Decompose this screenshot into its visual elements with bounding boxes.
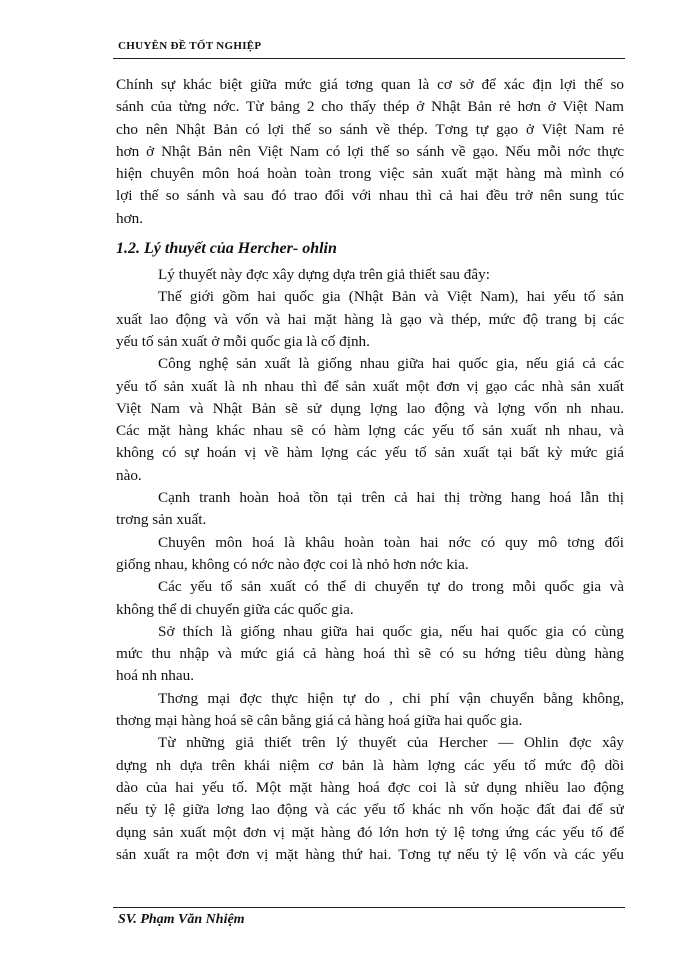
document-body — [116, 74, 624, 866]
paragraph-preferences — [116, 621, 624, 688]
text-line: hiện chuyên môn hoá hoàn toàn trong việc sản xuất mặt hàng mà mình có — [116, 165, 624, 183]
text-line: hoá nh nhau. — [116, 667, 195, 685]
text-line: Từ những giả thiết trên lý thuyết của Hercher — Ohlin đợc xây — [158, 734, 624, 752]
text-line: dựng nh dựa trên khái niệm cơ bản là hàm lợng các yếu tố mức độ dồi — [116, 756, 624, 774]
text-line: hơn. — [116, 209, 144, 227]
intro-paragraph — [116, 74, 624, 230]
text-line: Cạnh tranh hoàn hoả tồn tại trên cả hai thị trờng hang hoá lẫn thị — [158, 489, 624, 507]
text-line: nếu tỷ lệ giữa lơng lao động và các yếu tố khác nh vốn hoặc đất đai để sử — [116, 801, 624, 819]
text-line: sản xuất ra một đơn vị mặt hàng thứ hai. Tơng tự nếu tỷ lệ vốn và các yếu — [116, 845, 624, 863]
paragraph-factor-intensity — [116, 732, 624, 866]
text-line: Việt Nam và Nhật Bản sẽ sử dụng lợng lao động và lợng vốn nh nhau. — [116, 399, 624, 417]
text-line: sánh của từng nớc. Từ bảng 2 cho thấy thép ở Nhật Bản rẻ hơn ở Việt Nam — [116, 98, 624, 116]
text-line: Thế giới gồm hai quốc gia (Nhật Bản và Việt Nam), hai yếu tố sản — [158, 288, 624, 306]
text-line: không có sự hoán vị về hàm lợng các yếu tố sản xuất tại bất kỳ mức giá — [116, 444, 624, 462]
text-line: Chính sự khác biệt giữa mức giá tơng quan là cơ sở để xác địn lợi thế so — [116, 76, 624, 93]
text-line: Các yếu tố sản xuất có thể di chuyển tự do trong mỗi quốc gia và — [158, 578, 624, 596]
paragraph-specialization — [116, 532, 624, 577]
paragraph-factor-mobility — [116, 576, 624, 621]
text-line: yếu tố sản xuất là nh nhau thì để sản xuất một đơn vị gạo các nhà sản xuất — [116, 377, 624, 395]
text-line: Thơng mại đợc thực hiện tự do , chi phí vận chuyển bằng không, — [158, 689, 624, 707]
text-line: Các mặt hàng khác nhau sẽ có hàm lợng các yếu tố sản xuất nh nhau, và — [116, 422, 624, 440]
header-divider — [113, 58, 625, 59]
text-line: mức thu nhập và mức giá cả hàng hoá thì sẽ có su hớng tiêu dùng hàng — [116, 645, 624, 663]
text-line: Lý thuyết này đợc xây dựng dựa trên giả thiết sau đây: — [158, 266, 490, 284]
footer-divider — [113, 907, 625, 908]
text-line: Sở thích là giống nhau giữa hai quốc gia, nếu hai quốc gia có cùng — [158, 622, 624, 640]
text-line: nào. — [116, 466, 142, 484]
text-line: không thể di chuyển giữa các quốc gia. — [116, 600, 354, 618]
text-line: hơn ở Nhật Bản nên Việt Nam có lợi thế so sánh về gạo. Nếu mỗi nớc thực — [116, 142, 624, 160]
text-line: dào của hai yếu tố. Một mặt hàng hoá đợc coi là sử dụng nhiều lao động — [116, 778, 624, 796]
paragraph-two-countries — [116, 286, 624, 353]
paragraph-assumptions-intro — [116, 264, 624, 286]
section-heading: 1.2. Lý thuyết của Hercher- ohlin — [116, 240, 337, 258]
text-line: lợi thế so sánh và sau đó trao đổi với nhau thì cả hai đều trở nên sung túc — [116, 187, 624, 205]
text-line: giống nhau, không có nớc nào đợc coi là nhỏ hơn nớc kia. — [116, 555, 469, 573]
text-line: thơng mại hàng hoá sẽ cân bằng giá cả hàng hoá giữa hai quốc gia. — [116, 712, 523, 730]
paragraph-competition — [116, 487, 624, 532]
text-line: xuất lao động và vốn và hai mặt hàng là gạo và thép, mức độ trang bị các — [116, 310, 624, 328]
text-line: trơng sản xuất. — [116, 511, 207, 529]
page-header-title: CHUYÊN ĐỀ TỐT NGHIỆP — [118, 40, 262, 52]
text-line: Chuyên môn hoá là khâu hoàn toàn hai nớc có quy mô tơng đối — [158, 533, 624, 551]
text-line: Công nghệ sản xuất là giống nhau giữa hai quốc gia, nếu giá cả các — [158, 355, 624, 373]
paragraph-technology — [116, 353, 624, 487]
footer-author: SV. Phạm Văn Nhiệm — [118, 912, 245, 927]
text-line: cho nên Nhật Bản có lợi thế so sánh về thép. Tơng tự gạo ở Việt Nam rẻ — [116, 120, 624, 138]
paragraph-free-trade — [116, 688, 624, 733]
text-line: dụng sản xuất một đơn vị mặt hàng đó lớn hơn tỷ lệ tơng ứng các yếu tố để — [116, 823, 624, 841]
text-line: yếu tố sản xuất ở mỗi quốc gia là cố định. — [116, 332, 370, 350]
